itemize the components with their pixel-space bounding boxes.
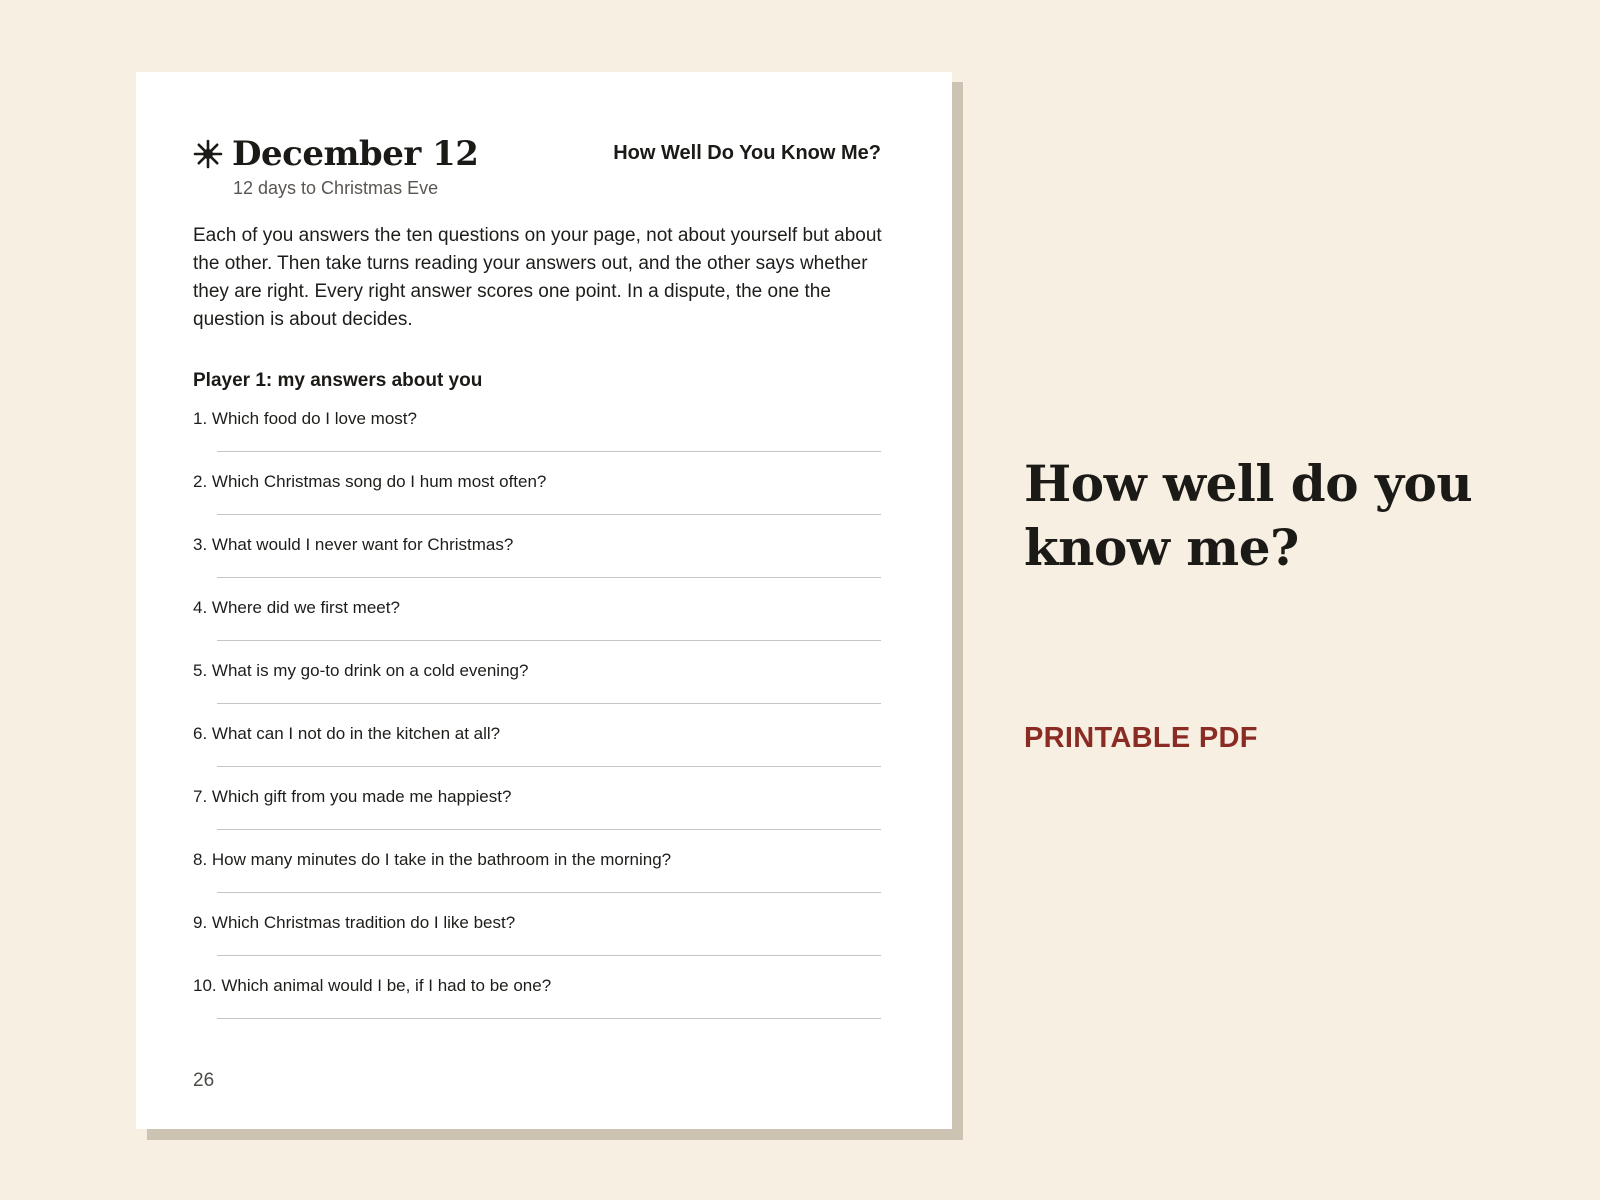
answer-line[interactable]: [217, 640, 881, 641]
question-text: 5. What is my go-to drink on a cold evening?: [193, 661, 529, 680]
question-text: 4. Where did we first meet?: [193, 598, 400, 617]
instructions-paragraph: Each of you answers the ten questions on your page, not about yourself but about the other. Then take turns reading your answers out, and the other says whether they are right. Every right answer scores one point. In a dispute, the one the question is about decides.: [193, 225, 882, 330]
date-title: December 12: [232, 134, 479, 174]
question-text: 1. Which food do I love most?: [193, 409, 417, 428]
answer-line[interactable]: [217, 577, 881, 578]
question-item: [193, 597, 881, 660]
countdown-subtitle: 12 days to Christmas Eve: [233, 178, 439, 198]
answer-line[interactable]: [217, 892, 881, 893]
worksheet-page: [136, 72, 952, 1129]
answer-line[interactable]: [217, 514, 881, 515]
question-item: [193, 975, 881, 1038]
answer-line[interactable]: [217, 955, 881, 956]
product-title: How well do you know me?: [1024, 454, 1473, 577]
question-item: [193, 534, 881, 597]
question-text: 7. Which gift from you made me happiest?: [193, 787, 512, 806]
question-item: [193, 912, 881, 975]
date-row: [193, 132, 478, 176]
question-text: 10. Which animal would I be, if I had to be one?: [193, 976, 552, 995]
question-text: 9. Which Christmas tradition do I like best?: [193, 913, 516, 932]
game-title: How Well Do You Know Me?: [613, 142, 881, 164]
answer-line[interactable]: [217, 451, 881, 452]
question-text: 8. How many minutes do I take in the bathroom in the morning?: [193, 850, 672, 869]
question-text: 2. Which Christmas song do I hum most often?: [193, 472, 547, 491]
player-heading: Player 1: my answers about you: [193, 370, 483, 391]
page-header: [193, 132, 881, 212]
question-text: 3. What would I never want for Christmas?: [193, 535, 514, 554]
question-item: [193, 408, 881, 471]
answer-line[interactable]: [217, 766, 881, 767]
printable-pdf-label: PRINTABLE PDF: [1024, 722, 1258, 754]
question-list: [193, 408, 881, 1038]
question-item: [193, 786, 881, 849]
question-item: [193, 660, 881, 723]
question-item: [193, 849, 881, 912]
answer-line[interactable]: [217, 829, 881, 830]
question-text: 6. What can I not do in the kitchen at all?: [193, 724, 501, 743]
answer-line[interactable]: [217, 1018, 881, 1019]
page-number: 26: [193, 1070, 215, 1091]
star-icon: [193, 139, 223, 169]
question-item: [193, 471, 881, 534]
question-item: [193, 723, 881, 786]
answer-line[interactable]: [217, 703, 881, 704]
